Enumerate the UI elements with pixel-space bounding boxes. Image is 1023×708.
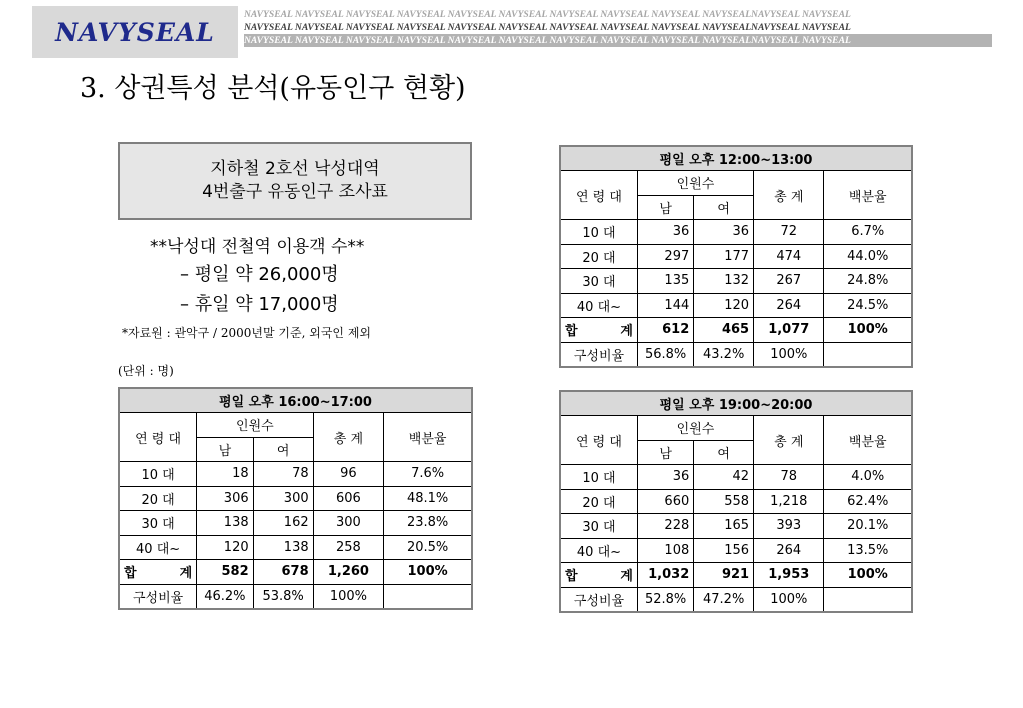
col-header-age: 연 령 대 bbox=[119, 413, 197, 462]
survey-title-box bbox=[118, 142, 472, 220]
total-cell: 606 bbox=[313, 486, 384, 511]
sum-label bbox=[565, 320, 633, 339]
male-cell: 660 bbox=[637, 489, 693, 514]
table-row bbox=[560, 489, 912, 514]
survey-title-line1: 지하철 2호선 낙성대역 bbox=[210, 159, 380, 179]
col-header-pct: 백분율 bbox=[824, 171, 912, 220]
age-cell: 40 대~ bbox=[560, 293, 637, 318]
sum-female: 465 bbox=[694, 318, 754, 343]
male-cell: 135 bbox=[637, 269, 693, 294]
female-cell: 177 bbox=[694, 244, 754, 269]
sum-female: 678 bbox=[253, 560, 313, 585]
ratio-row bbox=[119, 584, 472, 609]
ratio-female: 43.2% bbox=[694, 342, 754, 367]
age-cell: 20 대 bbox=[119, 486, 197, 511]
total-cell: 78 bbox=[754, 465, 824, 490]
female-cell: 138 bbox=[253, 535, 313, 560]
table-row bbox=[560, 514, 912, 539]
ratio-row bbox=[560, 342, 912, 367]
total-cell: 258 bbox=[313, 535, 384, 560]
col-header-count: 인원수 bbox=[197, 413, 313, 438]
female-cell: 132 bbox=[694, 269, 754, 294]
table-noon bbox=[559, 145, 913, 368]
pct-cell: 23.8% bbox=[384, 511, 472, 536]
male-cell: 36 bbox=[637, 220, 693, 245]
title-row bbox=[560, 146, 912, 171]
total-cell: 96 bbox=[313, 462, 384, 487]
age-cell: 30 대 bbox=[560, 269, 637, 294]
ratio-male: 46.2% bbox=[197, 584, 253, 609]
ratio-label: 구성비율 bbox=[560, 587, 637, 612]
title-row bbox=[560, 391, 912, 416]
ratio-female: 47.2% bbox=[694, 587, 754, 612]
total-cell: 264 bbox=[754, 293, 824, 318]
table-title: 평일 오후 19:00~20:00 bbox=[560, 391, 912, 416]
weekday-users: – 평일 약 26,000명 bbox=[180, 264, 339, 285]
sum-total: 1,077 bbox=[754, 318, 824, 343]
table-row bbox=[119, 511, 472, 536]
male-cell: 228 bbox=[637, 514, 693, 539]
header-row bbox=[560, 416, 912, 441]
age-cell: 40 대~ bbox=[560, 538, 637, 563]
male-cell: 108 bbox=[637, 538, 693, 563]
col-header-male: 남 bbox=[637, 440, 693, 465]
table-row bbox=[560, 269, 912, 294]
ratio-total: 100% bbox=[313, 584, 384, 609]
age-cell: 10 대 bbox=[119, 462, 197, 487]
sum-pct: 100% bbox=[384, 560, 472, 585]
sum-row bbox=[560, 318, 912, 343]
pct-cell: 13.5% bbox=[824, 538, 912, 563]
total-cell: 300 bbox=[313, 511, 384, 536]
age-cell: 40 대~ bbox=[119, 535, 197, 560]
ratio-female: 53.8% bbox=[253, 584, 313, 609]
ratio-male: 52.8% bbox=[637, 587, 693, 612]
table-row bbox=[560, 293, 912, 318]
table-row bbox=[560, 465, 912, 490]
male-cell: 138 bbox=[197, 511, 253, 536]
pct-cell: 24.5% bbox=[824, 293, 912, 318]
watermark-band bbox=[244, 8, 992, 56]
pct-cell: 20.1% bbox=[824, 514, 912, 539]
col-header-total: 총 계 bbox=[754, 171, 824, 220]
ratio-empty bbox=[824, 342, 912, 367]
sum-label-cell bbox=[560, 563, 637, 588]
survey-title-line2: 4번출구 유동인구 조사표 bbox=[202, 182, 388, 202]
age-cell: 10 대 bbox=[560, 465, 637, 490]
table-row bbox=[560, 244, 912, 269]
total-cell: 72 bbox=[754, 220, 824, 245]
female-cell: 300 bbox=[253, 486, 313, 511]
sum-label-a: 합 bbox=[565, 569, 578, 585]
sum-total: 1,953 bbox=[754, 563, 824, 588]
sum-label-cell bbox=[560, 318, 637, 343]
ratio-row bbox=[560, 587, 912, 612]
sum-label-a: 합 bbox=[124, 566, 137, 582]
pct-cell: 6.7% bbox=[824, 220, 912, 245]
col-header-male: 남 bbox=[637, 195, 693, 220]
table-row bbox=[119, 486, 472, 511]
sum-female: 921 bbox=[694, 563, 754, 588]
sum-label bbox=[124, 562, 192, 581]
col-header-female: 여 bbox=[694, 195, 754, 220]
station-stats-heading: **낙성대 전철역 이용객 수** bbox=[150, 237, 365, 257]
holiday-users: – 휴일 약 17,000명 bbox=[180, 294, 339, 315]
female-cell: 558 bbox=[694, 489, 754, 514]
col-header-total: 총 계 bbox=[754, 416, 824, 465]
col-header-count: 인원수 bbox=[637, 171, 753, 196]
table-row bbox=[560, 220, 912, 245]
watermark-row: NAVYSEAL NAVYSEAL NAVYSEAL NAVYSEAL NAVYSEAL NAVYSEAL NAVYSEAL NAVYSEAL NAVYSEAL NAVYSEALNAVYSEAL NAVYSEAL bbox=[244, 9, 851, 20]
sum-male: 1,032 bbox=[637, 563, 693, 588]
watermark-row: NAVYSEAL NAVYSEAL NAVYSEAL NAVYSEAL NAVYSEAL NAVYSEAL NAVYSEAL NAVYSEAL NAVYSEAL NAVYSEALNAVYSEAL NAVYSEAL bbox=[244, 34, 992, 47]
pct-cell: 4.0% bbox=[824, 465, 912, 490]
age-cell: 30 대 bbox=[560, 514, 637, 539]
table-row bbox=[119, 462, 472, 487]
sum-label bbox=[565, 565, 633, 584]
col-header-total: 총 계 bbox=[313, 413, 384, 462]
male-cell: 36 bbox=[637, 465, 693, 490]
total-cell: 474 bbox=[754, 244, 824, 269]
age-cell: 20 대 bbox=[560, 489, 637, 514]
female-cell: 156 bbox=[694, 538, 754, 563]
ratio-male: 56.8% bbox=[637, 342, 693, 367]
male-cell: 120 bbox=[197, 535, 253, 560]
pct-cell: 24.8% bbox=[824, 269, 912, 294]
table-row bbox=[560, 538, 912, 563]
male-cell: 18 bbox=[197, 462, 253, 487]
female-cell: 36 bbox=[694, 220, 754, 245]
ratio-label: 구성비율 bbox=[560, 342, 637, 367]
header-row bbox=[119, 413, 472, 438]
sum-pct: 100% bbox=[824, 318, 912, 343]
col-header-pct: 백분율 bbox=[384, 413, 472, 462]
col-header-male: 남 bbox=[197, 437, 253, 462]
age-cell: 20 대 bbox=[560, 244, 637, 269]
logo-box bbox=[32, 6, 238, 58]
sum-label-b: 계 bbox=[179, 566, 193, 582]
sum-pct: 100% bbox=[824, 563, 912, 588]
female-cell: 78 bbox=[253, 462, 313, 487]
table-evening bbox=[559, 390, 913, 613]
table-afternoon bbox=[118, 387, 473, 610]
table-title: 평일 오후 16:00~17:00 bbox=[119, 388, 472, 413]
sum-label-cell bbox=[119, 560, 197, 585]
sum-male: 582 bbox=[197, 560, 253, 585]
female-cell: 162 bbox=[253, 511, 313, 536]
sum-label-a: 합 bbox=[565, 324, 578, 340]
ratio-total: 100% bbox=[754, 587, 824, 612]
col-header-age: 연 령 대 bbox=[560, 416, 637, 465]
sum-male: 612 bbox=[637, 318, 693, 343]
female-cell: 165 bbox=[694, 514, 754, 539]
male-cell: 297 bbox=[637, 244, 693, 269]
col-header-age: 연 령 대 bbox=[560, 171, 637, 220]
age-cell: 30 대 bbox=[119, 511, 197, 536]
pct-cell: 48.1% bbox=[384, 486, 472, 511]
female-cell: 120 bbox=[694, 293, 754, 318]
female-cell: 42 bbox=[694, 465, 754, 490]
total-cell: 267 bbox=[754, 269, 824, 294]
pct-cell: 44.0% bbox=[824, 244, 912, 269]
sum-total: 1,260 bbox=[313, 560, 384, 585]
unit-note: (단위 : 명) bbox=[118, 364, 174, 378]
total-cell: 264 bbox=[754, 538, 824, 563]
sum-label-b: 계 bbox=[620, 324, 633, 340]
header-row bbox=[560, 171, 912, 196]
ratio-empty bbox=[384, 584, 472, 609]
table-row bbox=[119, 535, 472, 560]
total-cell: 393 bbox=[754, 514, 824, 539]
male-cell: 144 bbox=[637, 293, 693, 318]
pct-cell: 7.6% bbox=[384, 462, 472, 487]
pct-cell: 62.4% bbox=[824, 489, 912, 514]
logo-text: NAVYSEAL bbox=[55, 17, 215, 47]
source-note: *자료원 : 관악구 / 2000년말 기준, 외국인 제외 bbox=[122, 326, 372, 340]
ratio-empty bbox=[824, 587, 912, 612]
watermark-row: NAVYSEAL NAVYSEAL NAVYSEAL NAVYSEAL NAVYSEAL NAVYSEAL NAVYSEAL NAVYSEAL NAVYSEAL NAVYSEALNAVYSEAL NAVYSEAL bbox=[244, 22, 851, 33]
title-row bbox=[119, 388, 472, 413]
pct-cell: 20.5% bbox=[384, 535, 472, 560]
ratio-label: 구성비율 bbox=[119, 584, 197, 609]
col-header-pct: 백분율 bbox=[824, 416, 912, 465]
sum-row bbox=[119, 560, 472, 585]
ratio-total: 100% bbox=[754, 342, 824, 367]
total-cell: 1,218 bbox=[754, 489, 824, 514]
male-cell: 306 bbox=[197, 486, 253, 511]
col-header-female: 여 bbox=[694, 440, 754, 465]
age-cell: 10 대 bbox=[560, 220, 637, 245]
col-header-count: 인원수 bbox=[637, 416, 753, 441]
table-title: 평일 오후 12:00~13:00 bbox=[560, 146, 912, 171]
page-title: 3. 상권특성 분석(유동인구 현황) bbox=[80, 73, 466, 104]
sum-label-b: 계 bbox=[620, 569, 633, 585]
sum-row bbox=[560, 563, 912, 588]
col-header-female: 여 bbox=[253, 437, 313, 462]
